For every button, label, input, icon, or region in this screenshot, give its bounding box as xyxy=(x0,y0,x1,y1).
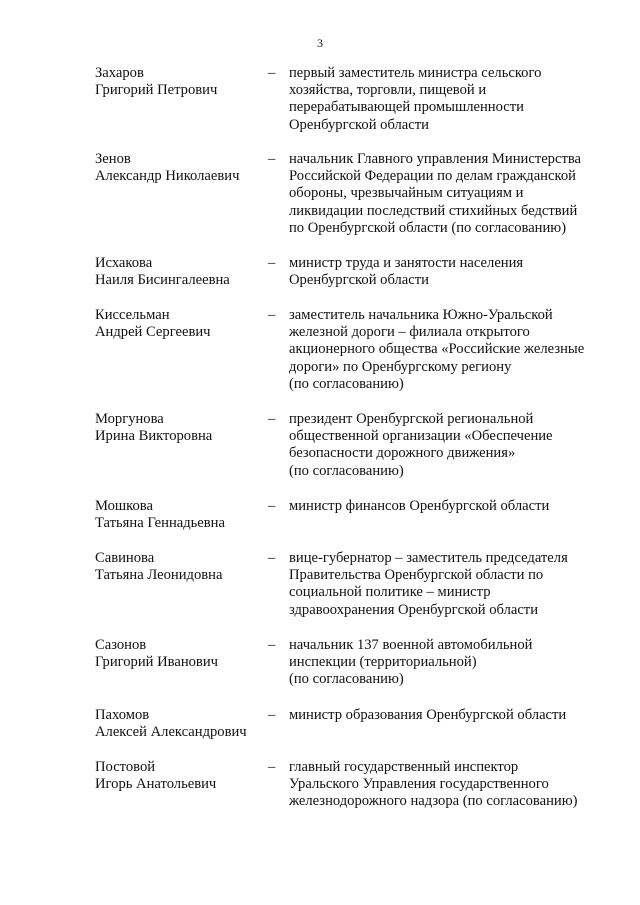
position-line: хозяйства, торговли, пищевой и xyxy=(289,82,487,99)
member-given-name: Алексей Александрович xyxy=(95,724,247,741)
dash-separator: – xyxy=(268,65,276,81)
member-given-name: Ирина Викторовна xyxy=(95,428,213,445)
dash-separator: – xyxy=(268,637,276,653)
member-position xyxy=(289,255,609,289)
member-name xyxy=(95,411,265,445)
position-line: Оренбургской области xyxy=(289,272,429,289)
member-position xyxy=(289,498,609,515)
member-name xyxy=(95,255,265,289)
position-line: (по согласованию) xyxy=(289,375,404,392)
member-surname: Мошкова xyxy=(95,498,153,514)
position-line: президент Оренбургской региональной xyxy=(289,411,534,427)
position-line: обороны, чрезвычайным ситуациям и xyxy=(289,185,524,202)
member-given-name: Татьяна Леонидовна xyxy=(95,567,223,584)
dash-separator: – xyxy=(268,759,276,775)
position-line: начальник 137 военной автомобильной xyxy=(289,637,533,653)
dash-separator: – xyxy=(268,255,276,271)
member-given-name: Григорий Петрович xyxy=(95,82,218,99)
member-name xyxy=(95,707,265,741)
position-line: вице-губернатор – заместитель председателя xyxy=(289,550,568,566)
member-name xyxy=(95,151,265,185)
member-surname: Постовой xyxy=(95,759,156,775)
member-surname: Исхакова xyxy=(95,255,153,271)
member-position xyxy=(289,307,609,393)
position-line: министр финансов Оренбургской области xyxy=(289,498,550,514)
member-surname: Пахомов xyxy=(95,707,150,723)
member-surname: Захаров xyxy=(95,65,144,81)
dash-separator: – xyxy=(268,411,276,427)
position-line: главный государственный инспектор xyxy=(289,759,519,775)
position-line: Российской Федерации по делам гражданской xyxy=(289,168,576,185)
position-line: министр образования Оренбургской области xyxy=(289,707,567,723)
position-line: железнодорожного надзора (по согласованию) xyxy=(289,793,578,810)
member-position xyxy=(289,65,609,134)
dash-separator: – xyxy=(268,707,276,723)
position-line: Уральского Управления государственного xyxy=(289,776,549,793)
member-given-name: Александр Николаевич xyxy=(95,168,240,185)
position-line: (по согласованию) xyxy=(289,671,404,688)
member-surname: Киссельман xyxy=(95,307,170,323)
dash-separator: – xyxy=(268,550,276,566)
position-line: (по согласованию) xyxy=(289,462,404,479)
member-given-name: Татьяна Геннадьевна xyxy=(95,515,225,532)
member-position xyxy=(289,151,609,237)
position-line: ликвидации последствий стихийных бедствий xyxy=(289,202,578,219)
dash-separator: – xyxy=(268,307,276,323)
member-name xyxy=(95,65,265,99)
position-line: здравоохранения Оренбургской области xyxy=(289,601,538,618)
member-position xyxy=(289,759,609,811)
position-line: социальной политике – министр xyxy=(289,584,491,601)
member-position xyxy=(289,550,609,619)
member-surname: Сазонов xyxy=(95,637,147,653)
position-line: перерабатывающей промышленности xyxy=(289,99,524,116)
member-surname: Моргунова xyxy=(95,411,164,427)
member-given-name: Игорь Анатольевич xyxy=(95,776,217,793)
position-line: министр труда и занятости населения xyxy=(289,255,524,271)
position-line: общественной организации «Обеспечение xyxy=(289,428,553,445)
dash-separator: – xyxy=(268,151,276,167)
member-position xyxy=(289,637,609,689)
position-line: акционерного общества «Российские железные xyxy=(289,341,585,358)
member-given-name: Григорий Иванович xyxy=(95,654,218,671)
member-name xyxy=(95,759,265,793)
member-surname: Зенов xyxy=(95,151,131,167)
member-surname: Савинова xyxy=(95,550,155,566)
position-line: начальник Главного управления Министерства xyxy=(289,151,581,167)
position-line: Правительства Оренбургской области по xyxy=(289,567,544,584)
position-line: Оренбургской области xyxy=(289,116,429,133)
position-line: первый заместитель министра сельского xyxy=(289,65,542,81)
position-line: дороги» по Оренбургскому региону xyxy=(289,358,512,375)
member-name xyxy=(95,498,265,532)
member-name xyxy=(95,550,265,584)
position-line: инспекции (территориальной) xyxy=(289,654,477,671)
position-line: заместитель начальника Южно-Уральской xyxy=(289,307,553,323)
member-given-name: Наиля Бисингалеевна xyxy=(95,272,230,289)
dash-separator: – xyxy=(268,498,276,514)
member-name xyxy=(95,637,265,671)
position-line: по Оренбургской области (по согласованию) xyxy=(289,219,567,236)
page-number: 3 xyxy=(317,36,323,50)
member-name xyxy=(95,307,265,341)
member-position xyxy=(289,411,609,480)
position-line: железной дороги – филиала открытого xyxy=(289,324,530,341)
position-line: безопасности дорожного движения» xyxy=(289,445,516,462)
member-given-name: Андрей Сергеевич xyxy=(95,324,211,341)
member-position xyxy=(289,707,609,724)
